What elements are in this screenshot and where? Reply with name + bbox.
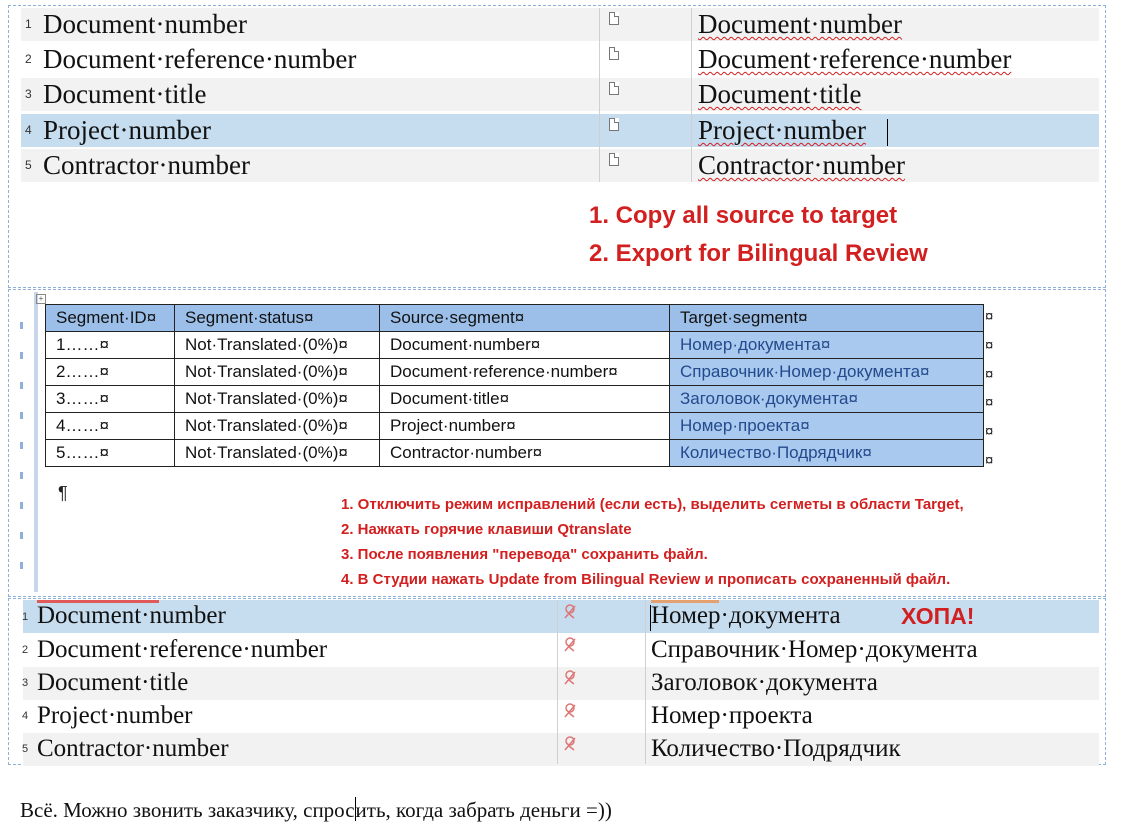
status-draft-icon (609, 82, 619, 95)
segment-number: 5 (22, 743, 29, 755)
source-segment: Document·title (43, 79, 207, 109)
segment-number: 4 (22, 710, 29, 722)
target-cell[interactable]: Справочник·Номер·документа¤ (670, 359, 984, 386)
instruction-step-1: 1. Copy all source to target (589, 202, 898, 229)
segment-number: 4 (25, 123, 32, 137)
row-end-mark: ¤ (985, 366, 994, 383)
target-segment[interactable]: Document·number (698, 9, 902, 39)
table-row[interactable] (46, 332, 984, 359)
segment-number: 5 (25, 158, 32, 172)
segment-number: 1 (25, 17, 32, 31)
ru-instruction-step-4: 4. В Студии нажать Update from Bilingual Review и прописать сохраненный файл. (341, 571, 951, 588)
segment-id-cell[interactable]: 3……¤ (46, 386, 175, 413)
target-cell[interactable]: Номер·проекта¤ (670, 413, 984, 440)
source-segment: Contractor·number (37, 735, 229, 762)
ru-instruction-step-1: 1. Отключить режим исправлений (если есть), выделить сегметы в области Target, (341, 496, 964, 513)
status-draft-icon (609, 12, 619, 25)
translated-status-icon (562, 636, 578, 652)
segment-id-cell[interactable]: 1……¤ (46, 332, 175, 359)
source-segment: Project·number (37, 702, 193, 729)
table-row[interactable] (46, 440, 984, 467)
footer-text-part-2: ить, когда забрать деньги =)) (355, 798, 612, 822)
segment-id-cell[interactable]: 4……¤ (46, 413, 175, 440)
segment-status-cell[interactable]: Not·Translated·(0%)¤ (175, 359, 380, 386)
row-end-mark: ¤ (985, 452, 994, 469)
exclamation-label: ХОПА! (901, 603, 975, 629)
ru-instruction-step-3: 3. После появления "перевода" сохранить файл. (341, 546, 708, 563)
segment-id-cell[interactable]: 2……¤ (46, 359, 175, 386)
status-draft-icon (609, 118, 619, 131)
instruction-step-2: 2. Export for Bilingual Review (589, 240, 928, 267)
bottom-editor-panel (8, 598, 1106, 765)
source-cell[interactable]: Document·number¤ (380, 332, 670, 359)
target-segment[interactable]: Document·title (698, 79, 862, 109)
target-segment[interactable]: Document·reference·number (698, 44, 1012, 74)
source-segment: Document·number (43, 9, 247, 39)
row-end-mark: ¤ (985, 337, 994, 354)
segment-status-cell[interactable]: Not·Translated·(0%)¤ (175, 332, 380, 359)
target-segment-active[interactable]: Project·number (698, 115, 866, 145)
source-segment: Document·reference·number (43, 44, 357, 74)
paragraph-mark: ¶ (58, 483, 68, 503)
target-cell[interactable]: Заголовок·документа¤ (670, 386, 984, 413)
translated-status-icon (562, 735, 578, 751)
source-cell[interactable]: Contractor·number¤ (380, 440, 670, 467)
segment-status-cell[interactable]: Not·Translated·(0%)¤ (175, 386, 380, 413)
translated-status-icon (562, 702, 578, 718)
column-divider (599, 8, 600, 182)
source-segment: Document·number (37, 602, 226, 629)
translated-status-icon (562, 603, 578, 619)
row-end-mark: ¤ (985, 423, 994, 440)
target-cell[interactable]: Номер·документа¤ (670, 332, 984, 359)
row-end-mark: ¤ (985, 394, 994, 411)
vertical-ruler (34, 292, 38, 592)
target-segment[interactable]: Contractor·number (698, 150, 905, 180)
source-segment: Document·title (37, 669, 189, 696)
segment-number: 3 (25, 87, 32, 101)
target-segment[interactable]: Количество·Подрядчик (651, 735, 901, 762)
status-draft-icon (609, 47, 619, 60)
segment-number: 2 (25, 52, 32, 66)
row-end-mark: ¤ (985, 308, 994, 325)
segment-number: 1 (22, 611, 29, 623)
table-row[interactable] (46, 413, 984, 440)
footer-text-part-1: Всё. Можно звонить заказчику, спрос (20, 798, 355, 822)
target-segment[interactable]: Справочник·Номер·документа (651, 636, 978, 663)
source-segment: Project·number (43, 115, 211, 145)
status-draft-icon (609, 153, 619, 166)
text-caret (887, 119, 888, 146)
segment-id-cell[interactable]: 5……¤ (46, 440, 175, 467)
target-segment-active[interactable]: Номер·документа (651, 602, 841, 629)
footer-text (20, 797, 612, 823)
header-target-segment: Target·segment¤ (670, 305, 984, 332)
source-cell[interactable]: Document·reference·number¤ (380, 359, 670, 386)
segment-number: 2 (22, 644, 29, 656)
ru-instruction-step-2: 2. Нажкать горячие клавиши Qtranslate (341, 521, 632, 538)
segment-status-cell[interactable]: Not·Translated·(0%)¤ (175, 440, 380, 467)
segment-number: 3 (22, 677, 29, 689)
header-source-segment: Source·segment¤ (380, 305, 670, 332)
top-editor-panel (8, 5, 1106, 288)
bilingual-review-table (45, 304, 984, 467)
segment-status-cell[interactable]: Not·Translated·(0%)¤ (175, 413, 380, 440)
header-segment-status: Segment·status¤ (175, 305, 380, 332)
source-segment: Contractor·number (43, 150, 250, 180)
source-cell[interactable]: Project·number¤ (380, 413, 670, 440)
table-row[interactable] (46, 359, 984, 386)
column-divider (645, 600, 646, 764)
table-move-handle-icon[interactable]: + (36, 294, 46, 304)
target-cell[interactable]: Количество·Подрядчик¤ (670, 440, 984, 467)
table-header-row (46, 305, 984, 332)
translated-status-icon (562, 669, 578, 685)
column-divider (557, 600, 558, 764)
column-divider (691, 8, 692, 182)
source-segment: Document·reference·number (37, 636, 328, 663)
source-cell[interactable]: Document·title¤ (380, 386, 670, 413)
header-segment-id: Segment·ID¤ (46, 305, 175, 332)
table-row[interactable] (46, 386, 984, 413)
target-segment[interactable]: Заголовок·документа (651, 669, 878, 696)
target-segment[interactable]: Номер·проекта (651, 702, 813, 729)
